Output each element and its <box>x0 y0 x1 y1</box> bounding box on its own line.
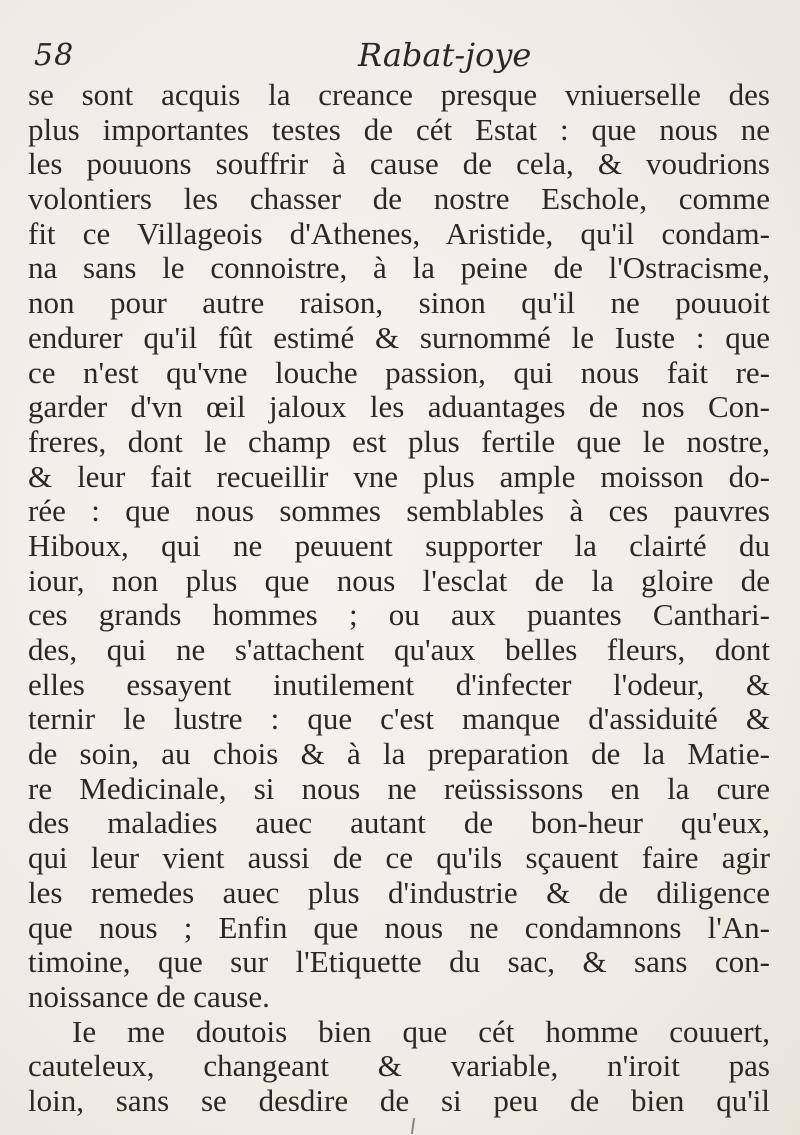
text-line: loin, sans se desdire de si peu de bien qu'il <box>28 1083 770 1118</box>
text-line: elles essayent inutilement d'infecter l'odeur, & <box>28 667 770 702</box>
text-line: volontiers les chasser de nostre Eschole, comme <box>28 182 770 217</box>
text-line: noissance de cause. <box>28 979 270 1014</box>
text-line: des maladies auec autant de bon-heur qu'eux, <box>28 806 770 841</box>
body-text <box>28 78 770 1119</box>
text-line: ces grands hommes ; ou aux puantes Canthari- <box>28 598 770 633</box>
text-line: se sont acquis la creance presque vniuerselle des <box>28 78 770 112</box>
text-line: garder d'vn œil jaloux les aduantages de nos Con- <box>28 390 770 425</box>
text-line: ce n'est qu'vne louche passion, qui nous fait re- <box>28 355 770 390</box>
page-header <box>28 36 768 82</box>
page-number: 58 <box>34 38 75 73</box>
text-line: qui leur vient aussi de ce qu'ils sçauent faire agir <box>28 841 770 876</box>
text-line: freres, dont le champ est plus fertile que le nostre, <box>28 424 770 459</box>
paper-mark <box>411 1118 415 1134</box>
text-line: des, qui ne s'attachent qu'aux belles fleurs, dont <box>28 633 770 667</box>
text-line: Hiboux, qui ne peuuent supporter la clairté du <box>28 528 770 563</box>
text-line: les remedes auec plus d'industrie & de diligence <box>28 875 770 910</box>
text-line: de soin, au chois & à la preparation de la Matie- <box>28 737 770 772</box>
text-line: iour, non plus que nous l'esclat de la gloire de <box>28 563 770 598</box>
text-line: cauteleux, changeant & variable, n'iroit pas <box>28 1049 770 1084</box>
text-line: que nous ; Enfin que nous ne condamnons l'An- <box>28 910 770 945</box>
text-line: plus importantes testes de cét Estat : que nous ne <box>28 112 770 147</box>
text-line: endurer qu'il fût estimé & surnommé le Iuste : que <box>28 320 770 355</box>
text-line: re Medicinale, si nous ne reüssissons en la cure <box>28 771 770 806</box>
text-line: & leur fait recueillir vne plus ample moisson do- <box>28 459 770 494</box>
text-line: fit ce Villageois d'Athenes, Aristide, qu'il condam- <box>28 216 770 251</box>
text-line: timoine, que sur l'Etiquette du sac, & sans con- <box>28 945 770 980</box>
paragraph-start-line: Ie me doutois bien que cét homme couuert, <box>72 1014 770 1049</box>
running-head: Rabat-joye <box>358 36 532 74</box>
text-line: non pour autre raison, sinon qu'il ne pouuoit <box>28 286 770 321</box>
text-line: rée : que nous sommes semblables à ces pauvres <box>28 494 770 529</box>
text-line: les pouuons souffrir à cause de cela, & voudrions <box>28 147 770 182</box>
text-line: na sans le connoistre, à la peine de l'Ostracisme, <box>28 251 770 286</box>
text-line: ternir le lustre : que c'est manque d'assiduité & <box>28 702 770 737</box>
